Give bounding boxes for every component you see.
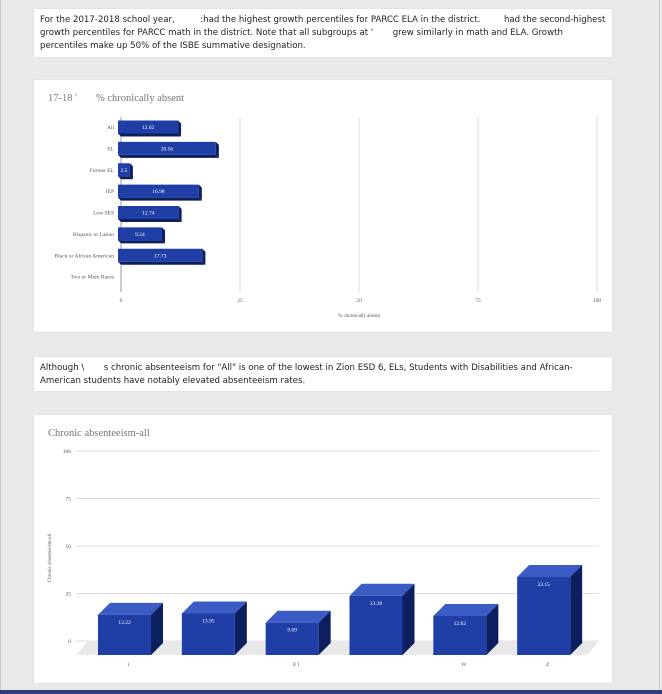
chart-title: Chronic absenteeism-all bbox=[48, 428, 150, 439]
y-tick-label: 100 bbox=[62, 449, 71, 455]
y-tick-label: 75 bbox=[65, 496, 71, 503]
y-tick-label: 25 bbox=[65, 591, 71, 598]
absence-text-card bbox=[34, 357, 612, 391]
absence-text-2: s chronic absenteeism for "All" is one of the lowest in Zion ESD 6, ELs, Students with Disabilities and African-American students have notably elevated absenteeism rates. bbox=[40, 363, 573, 386]
data-label: 33.15 bbox=[537, 582, 550, 589]
subgroup-bar-chart bbox=[34, 80, 612, 332]
bar-bottom bbox=[118, 134, 181, 137]
chronic-absence-all-chart-card bbox=[34, 415, 612, 683]
category-label: Z bbox=[545, 662, 550, 668]
absence-paragraph bbox=[40, 362, 606, 388]
bar-bottom bbox=[118, 198, 202, 201]
data-label: 13.22 bbox=[118, 619, 131, 626]
category-label: W bbox=[461, 662, 467, 668]
intro-text-1: For the 2017-2018 school year, bbox=[40, 15, 175, 25]
x-tick-label: 50 bbox=[356, 298, 362, 304]
category-label: i bbox=[127, 662, 130, 668]
chart-title-prefix: 17-18 ' bbox=[48, 93, 78, 104]
intro-text-3: had the second-highest growth percentiles for PARCC math in the district. Note that all subgroups at ' bbox=[40, 15, 606, 38]
data-label: 20.56 bbox=[160, 146, 174, 153]
bar-side bbox=[570, 565, 582, 655]
category-label: Black or African American bbox=[54, 253, 114, 260]
data-label: 12.62 bbox=[453, 621, 467, 628]
x-tick-label: 75 bbox=[475, 298, 481, 304]
bar-bottom bbox=[118, 262, 205, 265]
bar-bottom bbox=[118, 240, 165, 243]
x-tick-label: 25 bbox=[237, 298, 243, 304]
intro-text-2: :had the highest growth percentiles for PARCC ELA in the district. bbox=[200, 15, 481, 25]
chronic-absence-subgroup-chart-card bbox=[34, 80, 612, 332]
bar bbox=[517, 577, 570, 655]
data-label: 23.26 bbox=[369, 600, 383, 607]
category-label: Low SES bbox=[93, 210, 114, 217]
bar-bottom bbox=[118, 219, 182, 222]
all-schools-bar-chart bbox=[34, 415, 612, 683]
intro-text-card bbox=[34, 9, 612, 57]
y-tick-label: 0 bbox=[68, 639, 71, 645]
chart-title: % chronically absent bbox=[96, 93, 185, 104]
data-label: 16.98 bbox=[152, 189, 165, 196]
category-label: All bbox=[106, 125, 114, 131]
category-label: EL bbox=[107, 146, 114, 153]
bar-side bbox=[403, 584, 415, 655]
intro-paragraph bbox=[40, 14, 606, 52]
data-label: 13.95 bbox=[202, 618, 215, 625]
data-label: 17.73 bbox=[154, 253, 167, 260]
y-axis-label: Chronic absenteeism-all bbox=[48, 533, 53, 583]
category-label: Hispanic or Latino bbox=[72, 231, 114, 238]
category-label: IEP bbox=[105, 189, 114, 196]
data-label: 9.24 bbox=[135, 231, 145, 238]
category-label: E l bbox=[293, 662, 300, 668]
x-tick-label: 0 bbox=[119, 298, 123, 304]
bottom-rule bbox=[0, 690, 662, 694]
x-axis-label: % chronically absent bbox=[338, 314, 380, 319]
category-label: Former EL bbox=[89, 167, 114, 174]
data-label: 12.62 bbox=[141, 125, 155, 131]
data-label: 2.5 bbox=[120, 167, 128, 174]
data-label: 9.09 bbox=[287, 627, 297, 634]
category-label: Two or More Races bbox=[70, 274, 114, 281]
y-tick-label: 50 bbox=[65, 544, 71, 550]
bar-bottom bbox=[118, 155, 219, 158]
data-label: 12.74 bbox=[142, 210, 155, 217]
x-tick-label: 100 bbox=[592, 298, 602, 304]
intro-text-4: grew similarly in math and ELA. Growth percentiles make up 50% of the ISBE summative designation. bbox=[40, 27, 563, 51]
absence-text-1: Although \ bbox=[40, 363, 85, 373]
